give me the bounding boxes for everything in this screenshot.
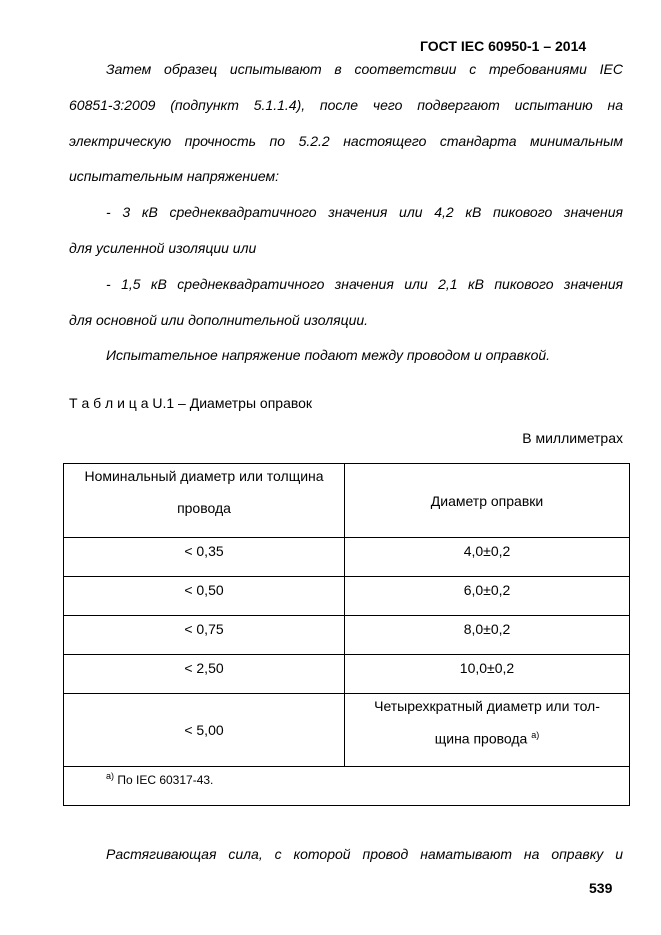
mandrel-line1: Четырехкратный диаметр или тол- [374,698,600,714]
table-caption: Т а б л и ц а U.1 – Диаметры оправок [69,395,313,411]
table-row [64,694,630,767]
table-footnote-row [64,767,630,806]
table-row [64,538,630,577]
table-units: В миллиметрах [522,430,623,446]
paragraph-3-line-1: - 1,5 кВ среднеквадратичного значения или 2,1 кВ пикового значения [106,276,623,292]
paragraph-3-line-2: для основной или дополнительной изоляции. [69,312,369,328]
cell-wire: < 0,75 [64,616,345,655]
cell-wire: < 5,00 [64,694,345,767]
cell-mandrel: 8,0±0,2 [345,616,630,655]
mandrel-diameters-table [63,463,630,806]
table-row [64,616,630,655]
paragraph-1-line-4: испытательным напряжением: [69,168,279,184]
cell-wire: < 2,50 [64,655,345,694]
table-row [64,655,630,694]
page-number: 539 [589,880,613,896]
cell-mandrel: 4,0±0,2 [345,538,630,577]
footnote-mark: а) [106,771,115,781]
footnote-text: По IEC 60317-43. [117,773,214,787]
table-header-row [64,464,630,538]
header-col1-line2: провода [177,500,231,516]
paragraph-2-line-2: для усиленной изоляции или [69,240,257,256]
table-row [64,577,630,616]
footnote-ref: а) [531,730,540,740]
paragraph-2-line-1: - 3 кВ среднеквадратичного значения или 4,2 кВ пикового значения [106,204,623,220]
header-mandrel-diameter: Диаметр оправки [345,464,630,538]
cell-mandrel: 10,0±0,2 [345,655,630,694]
paragraph-4: Испытательное напряжение подают между проводом и оправкой. [106,347,551,363]
header-wire-diameter [64,464,345,538]
paragraph-5: Растягивающая сила, с которой провод наматывают на оправку и [106,846,623,862]
paragraph-1-line-1: Затем образец испытывают в соответствии с требованиями IEC [106,61,623,77]
cell-wire: < 0,50 [64,577,345,616]
cell-wire: < 0,35 [64,538,345,577]
table-footnote [64,767,630,806]
header-col1-line1: Номинальный диаметр или толщина [84,468,324,484]
cell-mandrel: 6,0±0,2 [345,577,630,616]
paragraph-1-line-3: электрическую прочность по 5.2.2 настоящего стандарта минимальным [69,133,623,149]
document-header: ГОСТ IEC 60950-1 – 2014 [420,38,587,54]
cell-mandrel [345,694,630,767]
paragraph-1-line-2: 60851-3:2009 (подпункт 5.1.1.4), после чего подвергают испытанию на [69,97,623,113]
mandrel-line2: щина провода $^{а)}$ [434,730,540,747]
